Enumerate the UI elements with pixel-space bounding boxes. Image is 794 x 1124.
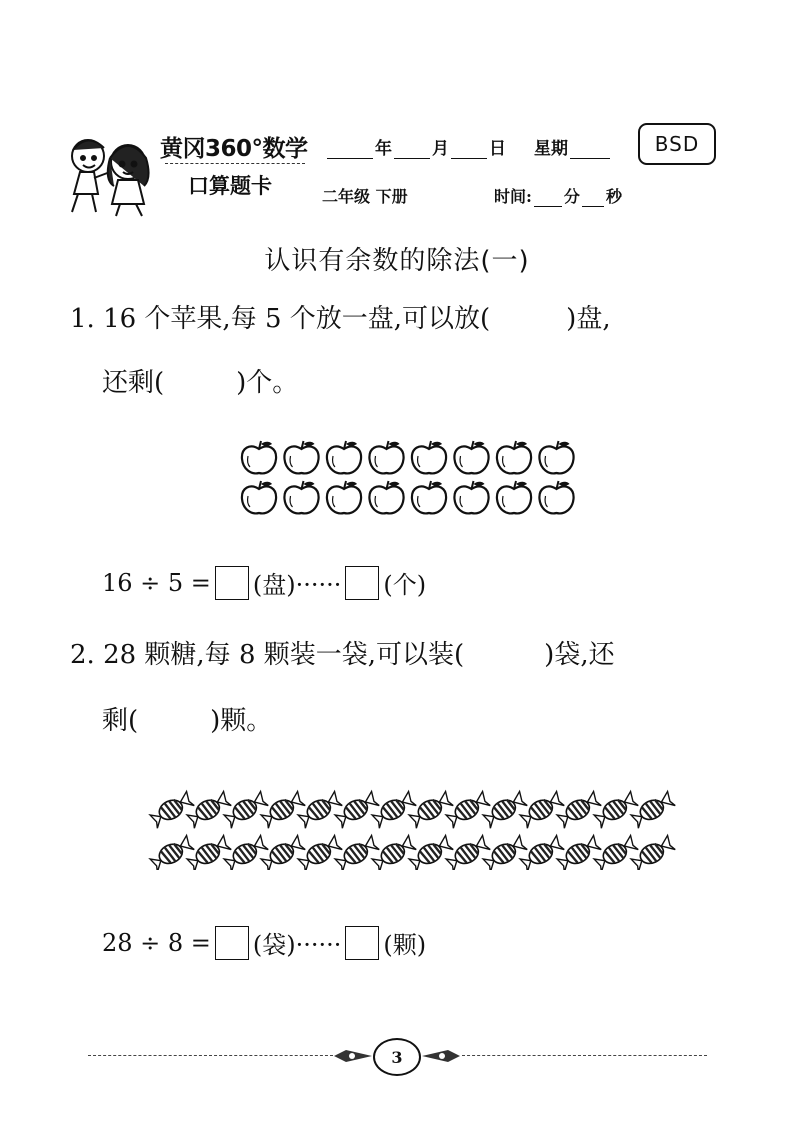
q1-equation bbox=[102, 565, 426, 600]
grade-label: 二年级 下册 bbox=[322, 187, 408, 206]
candy-icon bbox=[629, 791, 678, 829]
day-label: 日 bbox=[489, 139, 506, 159]
month-label: 月 bbox=[432, 139, 449, 159]
candy-icon bbox=[222, 791, 271, 829]
apple-icon bbox=[369, 441, 403, 473]
brand-subtitle: 口算题卡 bbox=[188, 174, 272, 198]
footer-line-left bbox=[88, 1055, 333, 1056]
second-label: 秒 bbox=[605, 187, 622, 206]
q2-equation bbox=[102, 925, 426, 960]
apple-icon bbox=[454, 481, 488, 513]
q1-remainder-box[interactable] bbox=[345, 566, 379, 600]
candy-icon bbox=[518, 835, 567, 870]
candy-icon bbox=[222, 835, 271, 870]
q2-line1 bbox=[70, 634, 615, 671]
q2-eq-unit1: (袋)······ bbox=[252, 931, 342, 959]
candy-icon bbox=[444, 835, 493, 870]
q2-text-c: 剩( bbox=[102, 706, 139, 736]
candies-illustration bbox=[148, 780, 678, 870]
candy-icon bbox=[407, 791, 456, 829]
candy-icon bbox=[296, 791, 345, 829]
q1-text-c: 还剩( bbox=[102, 368, 165, 398]
apple-icon bbox=[539, 481, 573, 513]
candy-icon bbox=[481, 791, 530, 829]
q2-eq-unit2: (颗) bbox=[383, 931, 427, 959]
footer-line-right bbox=[462, 1055, 707, 1056]
q2-quotient-box[interactable] bbox=[215, 926, 249, 960]
candy-icon bbox=[185, 791, 234, 829]
q1-text-a: 1. 16 个苹果,每 5 个放一盘,可以放( bbox=[70, 304, 491, 334]
q2-remainder-box[interactable] bbox=[345, 926, 379, 960]
candy-icon bbox=[592, 791, 641, 829]
q2-eq-left: 28 ÷ 8 = bbox=[102, 928, 211, 957]
date-line bbox=[325, 134, 612, 159]
q2-text-d: )颗。 bbox=[210, 706, 273, 736]
brand-title: 黄冈360°数学 bbox=[160, 136, 308, 162]
year-blank bbox=[327, 140, 373, 159]
q1-line2 bbox=[102, 362, 298, 399]
candy-icon bbox=[555, 791, 604, 829]
candy-icon bbox=[185, 835, 234, 870]
apple-icon bbox=[454, 441, 488, 473]
apple-icon bbox=[539, 441, 573, 473]
q1-eq-left: 16 ÷ 5 = bbox=[102, 568, 211, 597]
apple-icon bbox=[284, 481, 318, 513]
apple-icon bbox=[412, 481, 446, 513]
candy-icon bbox=[481, 835, 530, 870]
edition-badge: BSD bbox=[638, 123, 716, 165]
candy-icon bbox=[407, 835, 456, 870]
q1-text-d: )个。 bbox=[236, 368, 299, 398]
apple-icon bbox=[369, 481, 403, 513]
candy-icon bbox=[259, 835, 308, 870]
candy-icon bbox=[444, 791, 493, 829]
page-title: 认识有余数的除法(一) bbox=[264, 246, 530, 276]
apple-icon bbox=[284, 441, 318, 473]
brand-divider bbox=[165, 163, 305, 164]
apple-icon bbox=[242, 481, 276, 513]
month-blank bbox=[394, 140, 430, 159]
q1-text-b: )盘, bbox=[566, 304, 611, 334]
minute-label: 分 bbox=[563, 187, 580, 206]
apple-icon bbox=[412, 441, 446, 473]
q2-text-a: 2. 28 颗糖,每 8 颗装一袋,可以装( bbox=[70, 640, 465, 670]
q1-eq-unit1: (盘)······ bbox=[252, 571, 342, 599]
candy-icon bbox=[148, 791, 196, 829]
candy-icon bbox=[370, 791, 419, 829]
apple-icon bbox=[242, 441, 276, 473]
candy-icon bbox=[555, 835, 604, 870]
apple-icon bbox=[497, 441, 531, 473]
apple-icon bbox=[497, 481, 531, 513]
q2-text-b: )袋,还 bbox=[544, 640, 615, 670]
minute-blank bbox=[534, 188, 562, 207]
candy-icon bbox=[592, 835, 641, 870]
weekday-blank bbox=[570, 140, 610, 159]
day-blank bbox=[451, 140, 487, 159]
q1-line1 bbox=[70, 298, 611, 335]
apples-illustration bbox=[238, 436, 588, 516]
candy-icon bbox=[518, 791, 567, 829]
candy-icon bbox=[148, 835, 196, 870]
candy-icon bbox=[333, 835, 382, 870]
candy-icon bbox=[296, 835, 345, 870]
candy-icon bbox=[333, 791, 382, 829]
q2-line2 bbox=[102, 700, 272, 737]
apple-icon bbox=[327, 481, 361, 513]
candy-icon bbox=[259, 791, 308, 829]
apple-icon bbox=[327, 441, 361, 473]
q1-eq-unit2: (个) bbox=[383, 571, 427, 599]
page-number: 3 bbox=[373, 1038, 421, 1076]
q1-quotient-box[interactable] bbox=[215, 566, 249, 600]
year-label: 年 bbox=[375, 139, 392, 159]
two-children-cartoon-icon bbox=[58, 128, 163, 218]
time-line bbox=[494, 184, 622, 207]
weekday-label: 星期 bbox=[534, 139, 568, 159]
time-label: 时间: bbox=[494, 187, 532, 206]
second-blank bbox=[582, 188, 604, 207]
candy-icon bbox=[370, 835, 419, 870]
candy-icon bbox=[629, 835, 678, 870]
